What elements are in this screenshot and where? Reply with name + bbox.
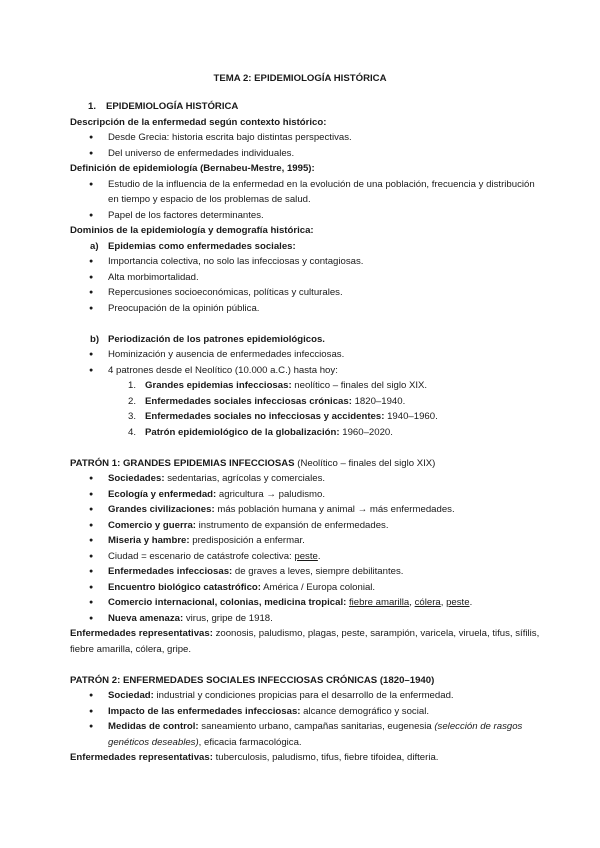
spacer [70, 316, 540, 332]
item-text: . [317, 550, 321, 562]
list-item: ● 4 patrones desde el Neolítico (10.000 a.C.) hasta hoy: [70, 363, 540, 379]
spacer [70, 657, 540, 673]
item-label: Sociedad: [108, 690, 154, 701]
list-item: ● Importancia colectiva, no solo las infecciosas y contagiosas. [70, 254, 540, 270]
item-text: América / Europa colonial. [260, 581, 376, 593]
subheading-text: Periodización de los patrones epidemiológicos. [108, 333, 325, 345]
item-label: Comercio y guerra: [108, 519, 196, 531]
item-label: Comercio internacional, colonias, medicina tropical: [108, 597, 347, 608]
subheading-letter: a) [90, 240, 99, 252]
list-item: ● Del universo de enfermedades individuales. [70, 146, 540, 162]
item-label: Enfermedades representativas: [70, 628, 213, 639]
item-label: Enfermedades sociales infecciosas crónicas: [145, 395, 352, 407]
item-text: saneamiento urbano, campañas sanitarias, eugenesia [198, 721, 435, 732]
item-label: Sociedades: [108, 473, 165, 484]
item-text: Ciudad = escenario de catástrofe colectiva: [108, 550, 295, 562]
item-text: sedentarias, agrícolas y comerciales. [164, 473, 326, 484]
list-item [70, 487, 540, 503]
italic-note: (selección de rasgos genéticos deseables) [108, 721, 523, 748]
list-item: ● Alta morbimortalidad. [70, 270, 540, 286]
item-label: Enfermedades representativas: [70, 752, 213, 763]
item-text: industrial y condiciones propicias para el desarrollo de la enfermedad. [153, 690, 454, 701]
patron2-heading: PATRÓN 2: ENFERMEDADES SOCIALES INFECCIOSAS CRÓNICAS (1820–1940) [70, 674, 435, 686]
item-label: Enfermedades sociales no infecciosas y accidentes: [145, 411, 385, 422]
underlined-term: peste [294, 550, 318, 562]
item-number: 1. [128, 380, 137, 391]
list-item: ● Hominización y ausencia de enfermedades infecciosas. [70, 347, 540, 363]
section-heading [70, 99, 540, 115]
list-item [70, 533, 540, 549]
numbered-item [70, 409, 540, 425]
representativas-line [70, 626, 540, 657]
representativas-line [70, 750, 540, 766]
item-label: Enfermedades infecciosas: [108, 566, 233, 577]
item-label: Grandes civilizaciones: [108, 504, 215, 515]
numbered-item [70, 378, 540, 394]
item-number: 3. [128, 411, 137, 422]
item-text: 1820–1940. [351, 395, 406, 407]
subheading-letter: b) [90, 333, 100, 345]
section-heading-text: EPIDEMIOLOGÍA HISTÓRICA [106, 101, 239, 112]
item-label: Medidas de control: [108, 721, 199, 732]
item-text: agricultura → paludismo. [216, 488, 326, 500]
item-text: predisposición a enfermar. [189, 535, 305, 546]
patron1-heading [70, 456, 540, 472]
list-item [70, 704, 540, 720]
descripcion-heading: Descripción de la enfermedad según contexto histórico: [70, 116, 327, 128]
item-text: instrumento de expansión de enfermedades. [195, 519, 389, 531]
separator: , [440, 597, 447, 608]
item-label: Patrón epidemiológico de la globalización: [145, 426, 340, 438]
item-label: Miseria y hambre: [108, 535, 190, 546]
item-number: 2. [128, 395, 137, 407]
list-item [70, 688, 540, 704]
item-text: alcance demográfico y social. [300, 705, 429, 717]
item-label: Nueva amenaza: [108, 612, 184, 624]
subheading-text: Epidemias como enfermedades sociales: [108, 240, 296, 252]
item-text: zoonosis, paludismo, plagas, peste, sarampión, varicela, viruela, tifus, sífilis, fiebre amarilla, cólera, gripe. [70, 628, 540, 655]
underlined-term: fiebre amarilla [348, 597, 410, 608]
patron1-heading-period: (Neolítico – finales del siglo XIX) [294, 457, 436, 469]
list-item [70, 502, 540, 518]
numbered-item [70, 394, 540, 410]
item-text: de graves a leves, siempre debilitantes. [232, 566, 404, 577]
list-item [70, 580, 540, 596]
item-label: Grandes epidemias infecciosas: [145, 380, 292, 391]
patron1-heading-main: PATRÓN 1: GRANDES EPIDEMIAS INFECCIOSAS [70, 457, 295, 469]
list-item: ● Desde Grecia: historia escrita bajo distintas perspectivas. [70, 130, 540, 146]
list-item [70, 611, 540, 627]
item-number: 4. [128, 426, 137, 438]
list-item: ● Papel de los factores determinantes. [70, 208, 540, 224]
item-text: . [469, 597, 473, 608]
subheading-b [70, 332, 540, 348]
item-text: tuberculosis, paludismo, tifus, fiebre tifoidea, difteria. [212, 752, 439, 763]
list-item: ● Estudio de la influencia de la enfermedad en la evolución de una población, frecuencia y distribución en tiempo y espacio de los problemas de salud. [70, 177, 540, 208]
list-item [70, 595, 540, 611]
document-title: TEMA 2: EPIDEMIOLOGÍA HISTÓRICA [213, 73, 387, 84]
item-text: virus, gripe de 1918. [183, 612, 273, 624]
list-item [70, 719, 540, 750]
item-label: Impacto de las enfermedades infecciosas: [108, 705, 301, 717]
underlined-term: peste [446, 597, 470, 608]
underlined-term: cólera [414, 597, 441, 608]
list-item: ● Repercusiones socioeconómicas, políticas y culturales. [70, 285, 540, 301]
document-body [70, 99, 540, 766]
item-label: Ecología y enfermedad: [108, 488, 217, 500]
list-item [70, 471, 540, 487]
list-item: ● Preocupación de la opinión pública. [70, 301, 540, 317]
item-text: 1940–1960. [384, 411, 438, 422]
list-item [70, 549, 540, 565]
item-text: , eficacia farmacológica. [198, 736, 302, 748]
spacer [70, 440, 540, 456]
item-text: neolítico – finales del siglo XIX. [291, 380, 428, 391]
numbered-item [70, 425, 540, 441]
item-text: 1960–2020. [339, 426, 393, 438]
dominios-heading: Dominios de la epidemiología y demografía histórica: [70, 225, 314, 236]
list-item [70, 518, 540, 534]
subheading-a [70, 239, 540, 255]
definicion-heading: Definición de epidemiología (Bernabeu-Mestre, 1995): [70, 163, 315, 174]
separator: , [409, 597, 415, 608]
section-number: 1. [88, 101, 97, 112]
item-text: más población humana y animal → más enfermedades. [214, 504, 455, 515]
list-item [70, 564, 540, 580]
item-label: Encuentro biológico catastrófico: [108, 581, 261, 593]
